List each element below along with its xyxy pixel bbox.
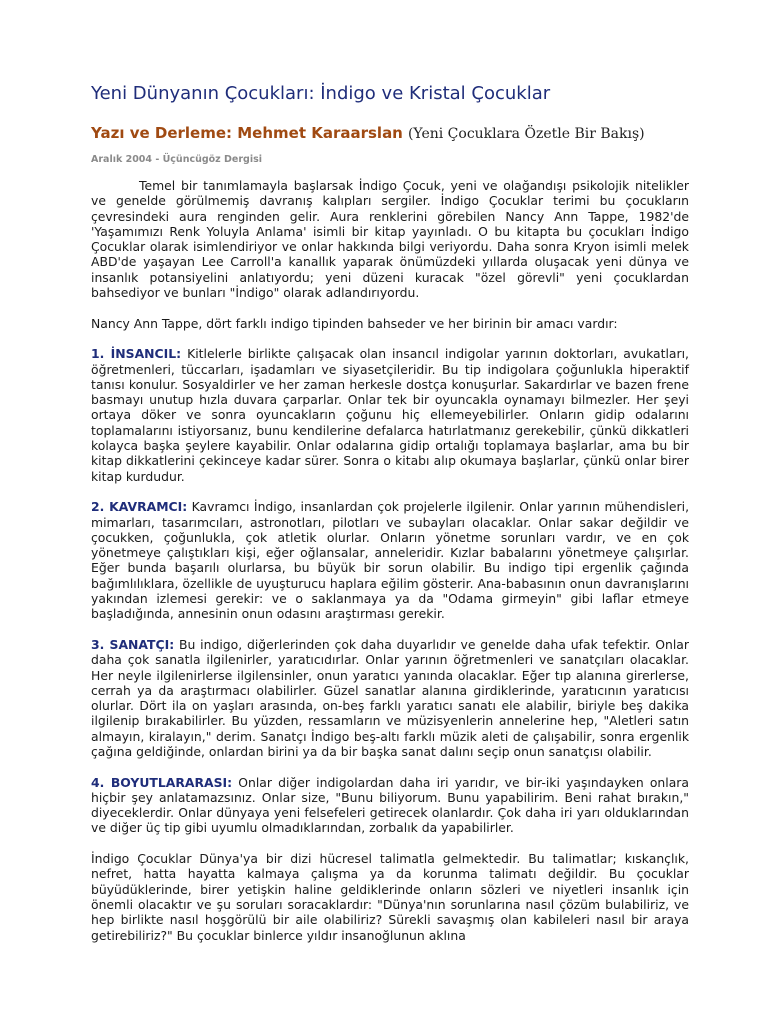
section-heading: 3. SANATÇI:: [91, 636, 175, 652]
dateline: Aralık 2004 - Üçüncügöz Dergisi: [91, 154, 262, 165]
section-text: Bu indigo, diğerlerinden çok daha duyarlıdır ve genelde daha ufak tefektir. Onlar daha çok sanatla ilgilenirler, yaratıcıdırlar. Onlar yarının öğretmenleri ve sanatçıları olacaklar. Her neyle ilgilenirlerse ilgilensinler, onun yaratıcı yanında olacaklar. Eğer tıp alanına girerlerse, cerrah ya da araştırmacı olabilirler. Güzel sanatlar alanına girdiklerinde, yaratıcının yaratıcısı olurlar. Dört ila on yaşları arasında, on-beş farklı yaratıcı sanatı ele alabilir, biriyle beş dakika ilgilenip bırakabilirler. Bu yüzden, ressamların ve müzisyenlerin annelerine hep, "Aletleri satın almayın, kiralayın," derim. Sanatçı İndigo beş-altı farklı müzik aleti de çalışabilir, sonra ergenlik çağına geldiğinde, onlardan birini ya da bir başka sanat dalını seçip onun sanatçısı olabilir.: [91, 636, 689, 759]
section-heading: 2. KAVRAMCI:: [91, 499, 188, 515]
section-text: Kavramcı İndigo, insanlardan çok projelerle ilgilenir. Onlar yarının mühendisleri, mimarları, tasarımcıları, astronotları, pilotları ve subayları olacaklar. Onlar sakar değildir ve çocukken, çoğunlukla, çok atletik olurlar. Onların yönetme sorunları vardır, ve en çok yönetmeye çalıştıkları kişi, eğer oğlansalar, anneleridir. Kızlar babalarını yönetmeye çalışırlar. Eğer bunda başarılı olurlarsa, bu büyük bir sorun olabilir. Bu indigo tipi ergenlik çağında bağımlılıklara, özellikle de uyuşturucu haplara eğilim gösterir. Ana-babasının onun davranışlarını yakından izlemesi gerekir: ve o saklanmaya ya da "Odama girmeyin" gibi laflar etmeye başladığında, annesinin onun odasını araştırması gerekir.: [91, 499, 690, 622]
byline: [91, 123, 751, 142]
section-sanatci: [91, 637, 689, 759]
section-heading: 1. İNSANCIL:: [91, 346, 182, 362]
section-text: Kitlelerle birlikte çalışacak olan insancıl indigolar yarının doktorları, avukatları, öğretmenleri, tüccarları, işadamları ve siyasetçileridir. Bu tip indigolara çoğunlukla hiperaktif tanısı konulur. Sosyaldirler ve her zaman herkesle dostça konuşurlar. Sakardırlar ve bazen frene basmayı unutup hızla duvara çarparlar. Onlar tek bir oyuncakla oynamayı bilmezler. Her şeyi ortaya döker ve sonra oyuncakların çoğunu hiç ellemeyebilirler. Onların gidip odalarını toplamalarını istiyorsanız, bunu kendilerine defalarca hatırlatmanız gerekebilir, çünkü dikkatleri kolayca başka şeylere kayabilir. Onlar odalarına gidip ortalığı toplamaya başlarlar, ama bu bir kitap dikkatlerini çekinceye kadar sürer. Sonra o kitabı alıp okumaya başlarlar, çünkü onlar birer kitap kurdudur.: [91, 346, 690, 484]
page-title: Yeni Dünyanın Çocukları: İndigo ve Kristal Çocuklar: [91, 83, 551, 104]
section-text: Onlar diğer indigolardan daha iri yarıdır, ve bir-iki yaşındayken onlara hiçbir şey anlatamazsınız. Onlar size, "Bunu biliyorum. Bunu yapabilirim. Beni rahat bırakın," diyeceklerdir. Onlar dünyaya yeni felsefeleri getirecek olanlardır. Çok daha iri yarı olduklarından ve diğer üç tip gibi uyumlu olmadıklarından, zorbalık da yapabilirler.: [91, 774, 689, 836]
section-insancil: [91, 346, 689, 484]
section-boyutlararasi: [91, 775, 689, 836]
section-heading: 4. BOYUTLARARASI:: [91, 774, 233, 790]
subtitle-note: (Yeni Çocuklara Özetle Bir Bakış): [407, 126, 645, 142]
section-kavramci: [91, 499, 689, 621]
author-line: Yazı ve Derleme: Mehmet Karaarslan: [91, 124, 403, 142]
article-body: [91, 178, 689, 958]
closing-paragraph: İndigo Çocuklar Dünya'ya bir dizi hücresel talimatla gelmektedir. Bu talimatlar; kıskançlık, nefret, hatta hayatta kalmaya çalışma ya da korunma talimatı değildir. Bu çocuklar büyüdüklerinde, birer yetişkin haline geldiklerinde onların sözleri ve niyetleri insanlık için önemli olacaktır ve şu soruları soracaklardır: "Dünya'nın sorunlarına nasıl çözüm bulabiliriz, ve hep birlikte nasıl hoşgörülü bir aile olabiliriz? Sürekli savaşmış olan kabileleri nasıl bir araya getirebiliriz?" Bu çocuklar binlerce yıldır insanoğlunun aklına: [91, 851, 689, 943]
types-intro-paragraph: Nancy Ann Tappe, dört farklı indigo tipinden bahseder ve her birinin bir amacı vardır:: [91, 315, 618, 331]
intro-paragraph: Temel bir tanımlamayla başlarsak İndigo Çocuk, yeni ve olağandışı psikolojik nitelikler ve genelde görülmemiş davranış kalıpları sergiler. İndigo Çocuklar terimi bu çocukların çevresindeki aura renginden gelir. Aura renklerini görebilen Nancy Ann Tappe, 1982'de 'Yaşamımızı Renk Yoluyla Anlama' isimli bir kitap yayınladı. O bu kitapta bu çocukları İndigo Çocuklar olarak isimlendiriyor ve onlar hakkında bilgi veriyordu. Daha sonra Kryon isimli melek ABD'de yaşayan Lee Carroll'a kanallık yaparak önümüzdeki yıllarda oluşacak yeni dünya ve insanlık potansiyelini anlatıyordu; yeni düzeni kuracak "özel görevli" yeni çocuklardan bahsediyor ve bunları "İndigo" olarak adlandırıyordu.: [91, 178, 689, 301]
